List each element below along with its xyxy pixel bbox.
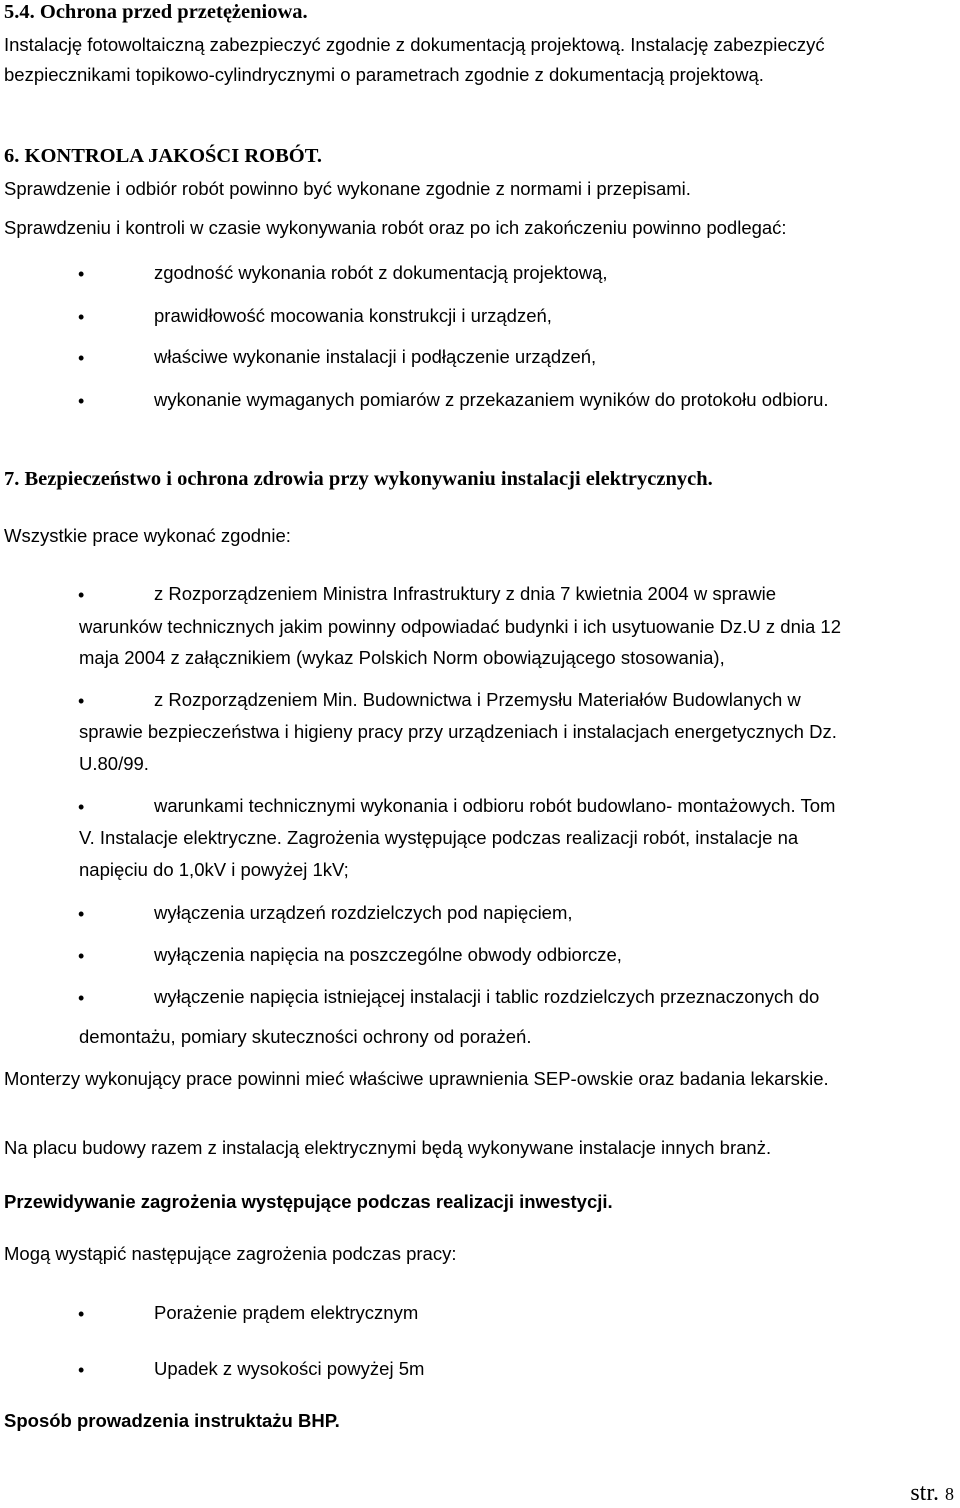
list-item-continuation: napięciu do 1,0kV i powyżej 1kV; (79, 859, 349, 880)
bullet-icon: • (78, 1304, 85, 1324)
section-7-heading: 7. Bezpieczeństwo i ochrona zdrowia przy wykonywaniu instalacji elektrycznych. (4, 468, 713, 490)
list-item: wyłączenia napięcia na poszczególne obwody odbiorcze, (154, 944, 622, 965)
bullet-icon: • (78, 988, 85, 1008)
list-item-continuation: demontażu, pomiary skuteczności ochrony od porażeń. (79, 1026, 532, 1047)
list-item-continuation: sprawie bezpieczeństwa i higieny pracy przy urządzeniach i instalacjach energetycznych Dz. (79, 721, 837, 742)
bullet-icon: • (78, 691, 85, 711)
bullet-icon: • (78, 307, 85, 327)
paragraph-line: bezpiecznikami topikowo-cylindrycznymi o parametrach zgodnie z dokumentacją projektową. (4, 64, 764, 85)
list-item: Porażenie prądem elektrycznym (154, 1302, 419, 1323)
list-item: Upadek z wysokości powyżej 5m (154, 1358, 425, 1379)
bullet-icon: • (78, 1360, 85, 1380)
list-item: wyłączenia urządzeń rozdzielczych pod napięciem, (154, 902, 573, 923)
paragraph-line: Monterzy wykonujący prace powinni mieć właściwe uprawnienia SEP-owskie oraz badania lekarskie. (4, 1068, 829, 1089)
list-item: warunkami technicznymi wykonania i odbioru robót budowlano- montażowych. Tom (154, 795, 836, 816)
paragraph-line: Na placu budowy razem z instalacją elektrycznymi będą wykonywane instalacje innych branż. (4, 1137, 772, 1158)
list-item-continuation: U.80/99. (79, 753, 149, 774)
list-item-continuation: maja 2004 z załącznikiem (wykaz Polskich Norm obowiązującego stosowania), (79, 647, 725, 668)
list-item: z Rozporządzeniem Min. Budownictwa i Przemysłu Materiałów Budowlanych w (154, 689, 801, 710)
list-item: z Rozporządzeniem Ministra Infrastruktury z dnia 7 kwietnia 2004 w sprawie (154, 583, 777, 604)
paragraph-line: Wszystkie prace wykonać zgodnie: (4, 525, 291, 546)
list-item: właściwe wykonanie instalacji i podłączenie urządzeń, (154, 346, 597, 367)
paragraph-line: Sprawdzenie i odbiór robót powinno być wykonane zgodnie z normami i przepisami. (4, 178, 691, 199)
bullet-icon: • (78, 264, 85, 284)
list-item: prawidłowość mocowania konstrukcji i urządzeń, (154, 305, 552, 326)
paragraph-line: Mogą wystąpić następujące zagrożenia podczas pracy: (4, 1243, 457, 1264)
page-number (910, 1479, 954, 1508)
page-prefix: str. (910, 1480, 939, 1506)
section-5-4-heading: 5.4. Ochrona przed przetężeniowa. (4, 1, 308, 23)
section-6-heading: 6. KONTROLA JAKOŚCI ROBÓT. (4, 145, 322, 167)
bullet-icon: • (78, 391, 85, 411)
paragraph-line: Sprawdzeniu i kontroli w czasie wykonywania robót oraz po ich zakończeniu powinno podlegać: (4, 217, 787, 238)
list-item-continuation: warunków technicznych jakim powinny odpowiadać budynki i ich usytuowanie Dz.U z dnia 12 (79, 616, 841, 637)
list-item-continuation: V. Instalacje elektryczne. Zagrożenia występujące podczas realizacji robót, instalacje na (79, 827, 799, 848)
subheading: Przewidywanie zagrożenia występujące podczas realizacji inwestycji. (4, 1191, 613, 1212)
bullet-icon: • (78, 904, 85, 924)
list-item: zgodność wykonania robót z dokumentacją projektową, (154, 262, 608, 283)
bullet-icon: • (78, 585, 85, 605)
bullet-icon: • (78, 946, 85, 966)
page-number-value: 8 (945, 1484, 954, 1504)
list-item: wykonanie wymaganych pomiarów z przekazaniem wyników do protokołu odbioru. (154, 389, 829, 410)
bullet-icon: • (78, 348, 85, 368)
list-item: wyłączenie napięcia istniejącej instalacji i tablic rozdzielczych przeznaczonych do (154, 986, 820, 1007)
subheading: Sposób prowadzenia instruktażu BHP. (4, 1410, 340, 1431)
paragraph-line: Instalację fotowoltaiczną zabezpieczyć zgodnie z dokumentacją projektową. Instalację zabezpieczyć (4, 34, 825, 55)
bullet-icon: • (78, 797, 85, 817)
